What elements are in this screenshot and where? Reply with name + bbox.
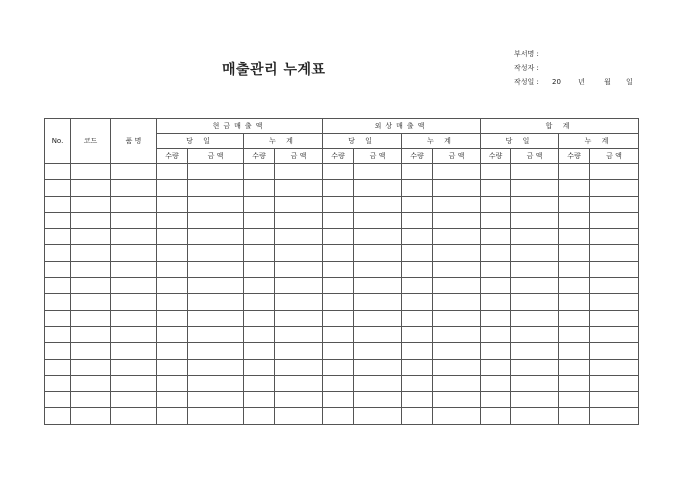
table-row <box>45 180 639 196</box>
table-cell[interactable] <box>481 229 511 245</box>
table-cell[interactable] <box>111 245 157 261</box>
table-cell[interactable] <box>157 278 188 294</box>
table-cell[interactable] <box>45 408 71 424</box>
table-cell[interactable] <box>323 278 354 294</box>
table-cell[interactable] <box>111 310 157 326</box>
table-cell[interactable] <box>590 229 639 245</box>
table-row <box>45 392 639 408</box>
table-cell[interactable] <box>590 326 639 342</box>
table-row <box>45 294 639 310</box>
table-cell[interactable] <box>188 343 244 359</box>
header-code: 코드 <box>71 119 111 164</box>
table-row <box>45 359 639 375</box>
date-year-unit: 년 <box>578 78 585 86</box>
table-cell[interactable] <box>45 359 71 375</box>
table-cell[interactable] <box>433 326 481 342</box>
table-cell[interactable] <box>323 229 354 245</box>
table-cell[interactable] <box>433 261 481 277</box>
table-cell[interactable] <box>481 375 511 391</box>
date-month-unit: 월 <box>604 78 611 86</box>
document-meta <box>514 47 633 89</box>
table-cell[interactable] <box>323 408 354 424</box>
table-cell[interactable] <box>402 261 433 277</box>
table-cell[interactable] <box>45 278 71 294</box>
table-cell[interactable] <box>244 196 275 212</box>
table-cell[interactable] <box>481 392 511 408</box>
table-cell[interactable] <box>45 326 71 342</box>
table-cell[interactable] <box>157 229 188 245</box>
table-cell[interactable] <box>354 375 402 391</box>
table-cell[interactable] <box>433 196 481 212</box>
table-cell[interactable] <box>323 294 354 310</box>
table-cell[interactable] <box>559 343 590 359</box>
table-cell[interactable] <box>45 245 71 261</box>
table-cell[interactable] <box>402 326 433 342</box>
table-cell[interactable] <box>402 180 433 196</box>
table-cell[interactable] <box>559 261 590 277</box>
table-cell[interactable] <box>71 180 111 196</box>
table-cell[interactable] <box>275 180 323 196</box>
table-cell[interactable] <box>511 229 559 245</box>
header-item: 품 명 <box>111 119 157 164</box>
table-cell[interactable] <box>111 180 157 196</box>
table-row <box>45 408 639 424</box>
table-cell[interactable] <box>45 294 71 310</box>
table-cell[interactable] <box>354 229 402 245</box>
table-cell[interactable] <box>45 392 71 408</box>
table-cell[interactable] <box>559 245 590 261</box>
header-total-same-day: 당 일 <box>481 134 559 149</box>
table-cell[interactable] <box>323 392 354 408</box>
table-cell[interactable] <box>354 408 402 424</box>
table-cell[interactable] <box>590 392 639 408</box>
table-cell[interactable] <box>111 343 157 359</box>
table-cell[interactable] <box>244 278 275 294</box>
table-cell[interactable] <box>111 294 157 310</box>
table-cell[interactable] <box>157 326 188 342</box>
table-cell[interactable] <box>71 359 111 375</box>
table-cell[interactable] <box>188 359 244 375</box>
table-cell[interactable] <box>45 375 71 391</box>
table-cell[interactable] <box>275 212 323 228</box>
table-cell[interactable] <box>111 278 157 294</box>
table-cell[interactable] <box>323 375 354 391</box>
table-cell[interactable] <box>188 229 244 245</box>
table-cell[interactable] <box>275 294 323 310</box>
table-cell[interactable] <box>157 375 188 391</box>
table-cell[interactable] <box>275 261 323 277</box>
table-cell[interactable] <box>354 278 402 294</box>
table-cell[interactable] <box>559 180 590 196</box>
table-cell[interactable] <box>71 245 111 261</box>
table-cell[interactable] <box>188 310 244 326</box>
header-total: 합 계 <box>481 119 639 134</box>
table-cell[interactable] <box>45 180 71 196</box>
table-cell[interactable] <box>244 261 275 277</box>
table-cell[interactable] <box>244 326 275 342</box>
table-cell[interactable] <box>157 245 188 261</box>
table-cell[interactable] <box>354 212 402 228</box>
table-cell[interactable] <box>244 408 275 424</box>
table-cell[interactable] <box>481 310 511 326</box>
table-cell[interactable] <box>559 229 590 245</box>
table-cell[interactable] <box>511 408 559 424</box>
table-cell[interactable] <box>590 359 639 375</box>
table-cell[interactable] <box>45 343 71 359</box>
table-cell[interactable] <box>71 229 111 245</box>
table-cell[interactable] <box>354 359 402 375</box>
table-cell[interactable] <box>244 359 275 375</box>
table-cell[interactable] <box>323 261 354 277</box>
table-cell[interactable] <box>157 294 188 310</box>
table-cell[interactable] <box>590 375 639 391</box>
table-cell[interactable] <box>590 180 639 196</box>
table-cell[interactable] <box>188 245 244 261</box>
table-cell[interactable] <box>323 310 354 326</box>
table-cell[interactable] <box>481 180 511 196</box>
table-cell[interactable] <box>354 343 402 359</box>
table-cell[interactable] <box>111 359 157 375</box>
table-cell[interactable] <box>402 359 433 375</box>
table-cell[interactable] <box>590 164 639 180</box>
table-cell[interactable] <box>590 212 639 228</box>
table-cell[interactable] <box>275 164 323 180</box>
date-day-unit: 일 <box>626 78 633 86</box>
table-cell[interactable] <box>402 278 433 294</box>
table-cell[interactable] <box>45 261 71 277</box>
table-cell[interactable] <box>354 392 402 408</box>
header-row-1 <box>45 119 639 134</box>
header-no: No. <box>45 119 71 164</box>
table-cell[interactable] <box>433 278 481 294</box>
table-cell[interactable] <box>433 343 481 359</box>
table-cell[interactable] <box>157 343 188 359</box>
table-cell[interactable] <box>45 229 71 245</box>
table-cell[interactable] <box>511 212 559 228</box>
author-label: 작성자 : <box>514 64 539 72</box>
table-cell[interactable] <box>244 392 275 408</box>
table-cell[interactable] <box>511 180 559 196</box>
table-cell[interactable] <box>559 310 590 326</box>
table-cell[interactable] <box>559 326 590 342</box>
table-cell[interactable] <box>590 310 639 326</box>
table-row <box>45 229 639 245</box>
table-cell[interactable] <box>433 392 481 408</box>
table-cell[interactable] <box>275 245 323 261</box>
table-cell[interactable] <box>188 261 244 277</box>
table-cell[interactable] <box>244 212 275 228</box>
header-credit-cumulative: 누 계 <box>402 134 481 149</box>
table-row <box>45 375 639 391</box>
sales-ledger-table <box>44 118 639 425</box>
header-cash-same-day: 당 일 <box>157 134 244 149</box>
table-cell[interactable] <box>590 261 639 277</box>
table-cell[interactable] <box>590 343 639 359</box>
header-cash-cumulative: 누 계 <box>244 134 323 149</box>
table-cell[interactable] <box>323 196 354 212</box>
table-row <box>45 310 639 326</box>
table-cell[interactable] <box>244 375 275 391</box>
table-cell[interactable] <box>71 375 111 391</box>
table-cell[interactable] <box>354 164 402 180</box>
table-cell[interactable] <box>402 375 433 391</box>
table-cell[interactable] <box>71 196 111 212</box>
table-cell[interactable] <box>71 310 111 326</box>
table-cell[interactable] <box>157 212 188 228</box>
table-cell[interactable] <box>354 245 402 261</box>
table-cell[interactable] <box>511 278 559 294</box>
table-cell[interactable] <box>275 392 323 408</box>
table-cell[interactable] <box>402 343 433 359</box>
table-cell[interactable] <box>111 392 157 408</box>
table-cell[interactable] <box>71 278 111 294</box>
table-cell[interactable] <box>433 310 481 326</box>
table-cell[interactable] <box>188 212 244 228</box>
header-credit-same-day-quantity: 수량 <box>323 149 354 164</box>
table-cell[interactable] <box>481 245 511 261</box>
table-cell[interactable] <box>481 164 511 180</box>
table-cell[interactable] <box>433 408 481 424</box>
table-cell[interactable] <box>188 180 244 196</box>
table-cell[interactable] <box>481 343 511 359</box>
table-cell[interactable] <box>511 261 559 277</box>
table-cell[interactable] <box>323 245 354 261</box>
header-total-same-day-amount: 금 액 <box>511 149 559 164</box>
table-cell[interactable] <box>275 196 323 212</box>
table-row <box>45 196 639 212</box>
table-cell[interactable] <box>157 196 188 212</box>
table-cell[interactable] <box>188 278 244 294</box>
table-cell[interactable] <box>45 164 71 180</box>
table-cell[interactable] <box>188 196 244 212</box>
header-cash-cumulative-quantity: 수량 <box>244 149 275 164</box>
table-cell[interactable] <box>559 392 590 408</box>
table-cell[interactable] <box>590 278 639 294</box>
table-cell[interactable] <box>433 294 481 310</box>
date-row <box>514 75 633 89</box>
table-cell[interactable] <box>188 408 244 424</box>
table-cell[interactable] <box>157 359 188 375</box>
table-cell[interactable] <box>481 294 511 310</box>
table-cell[interactable] <box>481 212 511 228</box>
table-cell[interactable] <box>244 180 275 196</box>
table-cell[interactable] <box>111 212 157 228</box>
table-cell[interactable] <box>402 245 433 261</box>
table-cell[interactable] <box>157 408 188 424</box>
table-cell[interactable] <box>559 196 590 212</box>
header-credit-same-day-amount: 금 액 <box>354 149 402 164</box>
table-cell[interactable] <box>323 326 354 342</box>
table-cell[interactable] <box>244 294 275 310</box>
ledger-body <box>45 164 639 425</box>
table-cell[interactable] <box>111 229 157 245</box>
table-cell[interactable] <box>559 212 590 228</box>
date-label: 작성일 : <box>514 78 539 86</box>
table-cell[interactable] <box>275 408 323 424</box>
table-cell[interactable] <box>511 343 559 359</box>
table-cell[interactable] <box>433 180 481 196</box>
table-cell[interactable] <box>511 294 559 310</box>
table-cell[interactable] <box>71 164 111 180</box>
table-cell[interactable] <box>354 180 402 196</box>
table-cell[interactable] <box>481 261 511 277</box>
table-cell[interactable] <box>590 245 639 261</box>
table-cell[interactable] <box>402 164 433 180</box>
table-cell[interactable] <box>244 245 275 261</box>
table-cell[interactable] <box>323 212 354 228</box>
table-row <box>45 261 639 277</box>
table-cell[interactable] <box>275 278 323 294</box>
header-credit-cumulative-amount: 금 액 <box>433 149 481 164</box>
table-cell[interactable] <box>323 180 354 196</box>
table-cell[interactable] <box>433 212 481 228</box>
table-cell[interactable] <box>511 359 559 375</box>
table-cell[interactable] <box>188 294 244 310</box>
table-row <box>45 212 639 228</box>
table-cell[interactable] <box>323 343 354 359</box>
table-cell[interactable] <box>590 196 639 212</box>
author-row <box>514 61 539 75</box>
table-cell[interactable] <box>275 343 323 359</box>
table-row <box>45 164 639 180</box>
table-cell[interactable] <box>157 180 188 196</box>
table-cell[interactable] <box>188 375 244 391</box>
table-cell[interactable] <box>111 326 157 342</box>
department-row <box>514 47 539 61</box>
table-cell[interactable] <box>559 408 590 424</box>
table-cell[interactable] <box>481 408 511 424</box>
table-cell[interactable] <box>71 212 111 228</box>
header-total-same-day-quantity: 수량 <box>481 149 511 164</box>
table-cell[interactable] <box>157 164 188 180</box>
table-cell[interactable] <box>244 343 275 359</box>
table-cell[interactable] <box>402 212 433 228</box>
table-cell[interactable] <box>323 164 354 180</box>
table-cell[interactable] <box>511 326 559 342</box>
table-cell[interactable] <box>275 229 323 245</box>
table-cell[interactable] <box>275 310 323 326</box>
table-row <box>45 343 639 359</box>
table-cell[interactable] <box>244 164 275 180</box>
table-cell[interactable] <box>402 229 433 245</box>
table-cell[interactable] <box>481 278 511 294</box>
table-cell[interactable] <box>559 164 590 180</box>
table-cell[interactable] <box>188 392 244 408</box>
table-row <box>45 326 639 342</box>
header-total-cumulative: 누 계 <box>559 134 639 149</box>
date-year-prefix: 20 <box>552 78 561 86</box>
table-cell[interactable] <box>45 212 71 228</box>
table-cell[interactable] <box>275 375 323 391</box>
table-cell[interactable] <box>511 164 559 180</box>
table-cell[interactable] <box>71 294 111 310</box>
table-cell[interactable] <box>45 310 71 326</box>
table-cell[interactable] <box>188 164 244 180</box>
table-cell[interactable] <box>559 359 590 375</box>
table-row <box>45 245 639 261</box>
table-cell[interactable] <box>275 326 323 342</box>
table-cell[interactable] <box>559 278 590 294</box>
table-cell[interactable] <box>402 196 433 212</box>
header-total-cumulative-amount: 금 액 <box>590 149 639 164</box>
header-cash-same-day-amount: 금 액 <box>188 149 244 164</box>
table-cell[interactable] <box>188 326 244 342</box>
table-cell[interactable] <box>244 310 275 326</box>
table-cell[interactable] <box>433 164 481 180</box>
table-cell[interactable] <box>511 310 559 326</box>
table-cell[interactable] <box>111 408 157 424</box>
table-cell[interactable] <box>157 392 188 408</box>
table-cell[interactable] <box>111 375 157 391</box>
table-cell[interactable] <box>481 359 511 375</box>
header-credit-same-day: 당 일 <box>323 134 402 149</box>
table-cell[interactable] <box>354 294 402 310</box>
table-cell[interactable] <box>590 294 639 310</box>
header-cash-sales: 현금매출액 <box>157 119 323 134</box>
table-cell[interactable] <box>511 196 559 212</box>
table-cell[interactable] <box>71 326 111 342</box>
table-cell[interactable] <box>157 310 188 326</box>
table-cell[interactable] <box>323 359 354 375</box>
table-cell[interactable] <box>590 408 639 424</box>
table-cell[interactable] <box>45 196 71 212</box>
table-cell[interactable] <box>111 261 157 277</box>
table-cell[interactable] <box>111 196 157 212</box>
table-cell[interactable] <box>402 294 433 310</box>
table-cell[interactable] <box>354 310 402 326</box>
table-cell[interactable] <box>481 326 511 342</box>
table-cell[interactable] <box>244 229 275 245</box>
table-cell[interactable] <box>71 261 111 277</box>
header-credit-cumulative-quantity: 수량 <box>402 149 433 164</box>
table-cell[interactable] <box>433 375 481 391</box>
table-cell[interactable] <box>71 343 111 359</box>
table-cell[interactable] <box>157 261 188 277</box>
table-cell[interactable] <box>559 294 590 310</box>
table-cell[interactable] <box>511 392 559 408</box>
table-cell[interactable] <box>511 375 559 391</box>
table-cell[interactable] <box>433 229 481 245</box>
table-cell[interactable] <box>511 245 559 261</box>
table-cell[interactable] <box>481 196 511 212</box>
table-cell[interactable] <box>354 326 402 342</box>
table-cell[interactable] <box>354 196 402 212</box>
table-cell[interactable] <box>559 375 590 391</box>
header-cash-cumulative-amount: 금 액 <box>275 149 323 164</box>
table-cell[interactable] <box>402 392 433 408</box>
table-cell[interactable] <box>402 408 433 424</box>
table-cell[interactable] <box>433 359 481 375</box>
table-cell[interactable] <box>354 261 402 277</box>
table-cell[interactable] <box>402 310 433 326</box>
table-cell[interactable] <box>275 359 323 375</box>
document-title: 매출관리 누계표 <box>222 62 326 78</box>
table-cell[interactable] <box>111 164 157 180</box>
header-cash-same-day-quantity: 수량 <box>157 149 188 164</box>
table-cell[interactable] <box>71 392 111 408</box>
table-row <box>45 278 639 294</box>
table-cell[interactable] <box>433 245 481 261</box>
department-label: 부서명 : <box>514 50 539 58</box>
header-total-cumulative-quantity: 수량 <box>559 149 590 164</box>
table-cell[interactable] <box>71 408 111 424</box>
header-credit-sales: 외상매출액 <box>323 119 481 134</box>
